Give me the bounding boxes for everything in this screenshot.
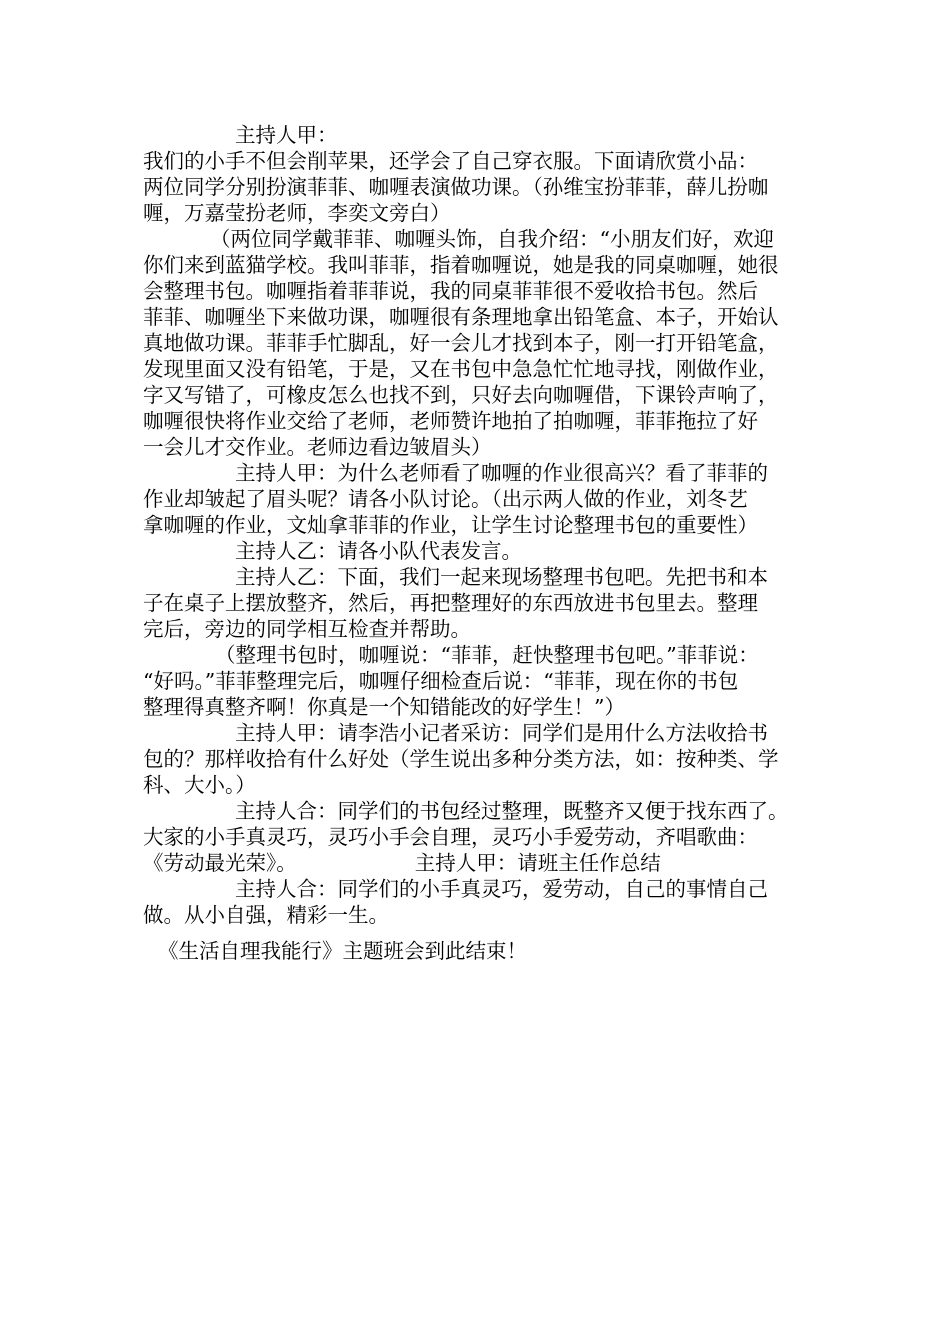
text-line: 会整理书包。咖喱指着菲菲说，我的同桌菲菲很不爱收拾书包。然后 xyxy=(143,279,758,303)
text-line: 主持人甲：为什么老师看了咖喱的作业很高兴？看了菲菲的 xyxy=(235,461,768,485)
text-line: 科、大小。） xyxy=(143,773,256,797)
text-line: 咖喱很快将作业交给了老师，老师赞许地拍了拍咖喱，菲菲拖拉了好 xyxy=(143,409,758,433)
text-line: 我们的小手不但会削苹果，还学会了自己穿衣服。下面请欣赏小品： xyxy=(143,149,758,173)
text-line: “好吗。”菲菲整理完后，咖喱仔细检查后说：“菲菲，现在你的书包 xyxy=(143,669,739,693)
text-line: 整理得真整齐啊！你真是一个知错能改的好学生！”） xyxy=(143,695,625,719)
text-line: 主持人乙：下面，我们一起来现场整理书包吧。先把书和本 xyxy=(235,565,768,589)
text-line: （两位同学戴菲菲、咖喱头饰，自我介绍：“小朋友们好，欢迎 xyxy=(210,227,774,251)
text-line: 真地做功课。菲菲手忙脚乱，好一会儿才找到本子，刚一打开铅笔盒， xyxy=(143,331,779,355)
text-line: 作业却皱起了眉头呢？请各小队讨论。（出示两人做的作业，刘冬艺 xyxy=(143,487,748,511)
text-line: （整理书包时，咖喱说：“菲菲，赶快整理书包吧。”菲菲说： xyxy=(215,643,759,667)
text-line: 字又写错了，可橡皮怎么也找不到，只好去向咖喱借，下课铃声响了， xyxy=(143,383,779,407)
text-line: 主持人甲：请李浩小记者采访：同学们是用什么方法收拾书 xyxy=(235,721,768,745)
closing-line: 《生活自理我能行》主题班会到此结束！ xyxy=(158,939,527,963)
text-line: 喱，万嘉莹扮老师，李奕文旁白） xyxy=(143,201,451,225)
text-line: 菲菲、咖喱坐下来做功课，咖喱很有条理地拿出铅笔盒、本子，开始认 xyxy=(143,305,779,329)
song-title: 《劳动最光荣》。 xyxy=(143,851,297,875)
text-line xyxy=(143,850,823,876)
text-line: 主持人乙：请各小队代表发言。 xyxy=(235,539,522,563)
host-line: 主持人甲：请班主任作总结 xyxy=(414,851,661,875)
text-line: 两位同学分别扮演菲菲、咖喱表演做功课。（孙维宝扮菲菲，薛儿扮咖 xyxy=(143,175,769,199)
text-line: 大家的小手真灵巧，灵巧小手会自理，灵巧小手爱劳动，齐唱歌曲： xyxy=(143,825,758,849)
text-line: 你们来到蓝猫学校。我叫菲菲，指着咖喱说，她是我的同桌咖喱，她很 xyxy=(143,253,779,277)
text-line: 做。从小自强，精彩一生。 xyxy=(143,903,389,927)
text-line: 完后，旁边的同学相互检查并帮助。 xyxy=(143,617,471,641)
text-line: 发现里面又没有铅笔，于是，又在书包中急急忙忙地寻找，刚做作业， xyxy=(143,357,779,381)
text-line: 子在桌子上摆放整齐，然后，再把整理好的东西放进书包里去。整理 xyxy=(143,591,758,615)
text-line: 包的？那样收拾有什么好处（学生说出多种分类方法，如：按种类、学 xyxy=(143,747,779,771)
text-line: 一会儿才交作业。老师边看边皱眉头） xyxy=(143,435,492,459)
text-line: 主持人合：同学们的小手真灵巧，爱劳动，自己的事情自己 xyxy=(235,877,768,901)
text-line: 主持人甲： xyxy=(235,123,338,147)
text-line: 拿咖喱的作业，文灿拿菲菲的作业，让学生讨论整理书包的重要性） xyxy=(143,513,758,537)
text-line: 主持人合：同学们的书包经过整理，既整齐又便于找东西了。 xyxy=(235,799,789,823)
